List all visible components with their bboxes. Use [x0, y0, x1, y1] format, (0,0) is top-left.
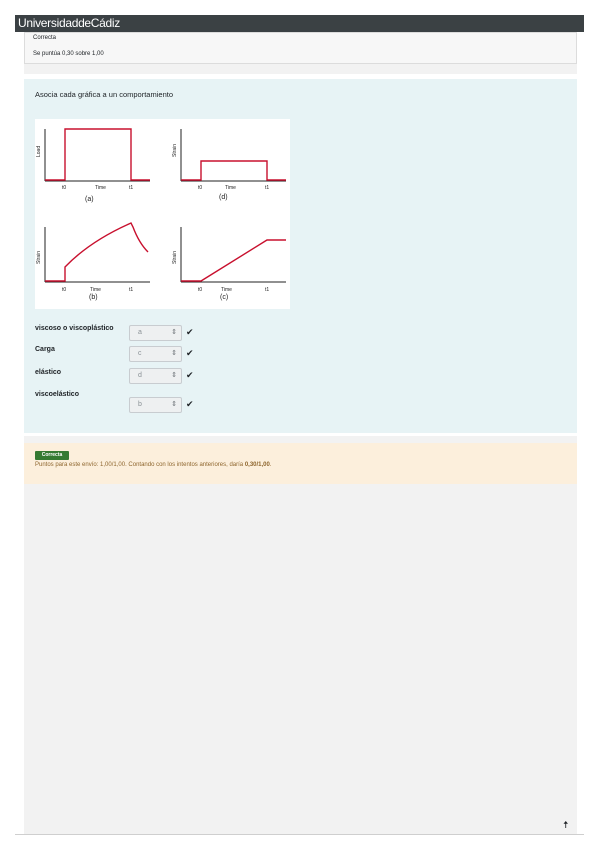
status-badge: Correcta	[35, 451, 69, 460]
top-navbar	[15, 15, 584, 32]
x-axis-label: Time	[221, 287, 232, 293]
panel-caption: (d)	[219, 194, 228, 201]
match-select-viscous[interactable]	[129, 325, 182, 341]
panel-caption: (b)	[89, 294, 98, 301]
x-axis-label: Time	[95, 185, 106, 191]
feedback-score: 0,30/1,00	[244, 462, 270, 468]
graph-panel-c	[172, 227, 286, 301]
match-label-viscoelastic: viscoelástico	[35, 391, 79, 398]
y-axis-label: Strain	[172, 250, 178, 264]
panel-caption: (a)	[85, 196, 94, 203]
load-curve	[45, 129, 150, 180]
question-state: Correcta	[33, 35, 57, 41]
match-label-elastic: elástico	[35, 369, 62, 376]
match-select-elastic[interactable]	[129, 368, 182, 384]
match-select-load[interactable]	[129, 346, 182, 362]
strain-curve	[181, 161, 286, 180]
t1-label: t1	[265, 185, 270, 191]
t0-label: t0	[62, 185, 67, 191]
site-brand-logo[interactable]: UniversidaddeCádiz	[18, 16, 120, 30]
match-label-viscous: viscoso o viscoplástico	[35, 325, 114, 332]
select-arrows-icon: ⇕	[171, 372, 177, 379]
selected-value: d	[138, 372, 142, 379]
question-info-box	[24, 32, 577, 64]
selected-value: a	[138, 329, 142, 336]
graph-panel-d	[172, 129, 286, 201]
match-label-load: Carga	[35, 346, 55, 353]
t0-label: t0	[62, 287, 67, 293]
strain-curve	[181, 240, 286, 281]
arrow-up-icon[interactable]: 🠅	[563, 820, 569, 831]
feedback-end: .	[269, 462, 272, 468]
correct-check-icon: ✔	[186, 348, 194, 358]
t1-label: t1	[265, 287, 270, 293]
graph-panel-b	[36, 223, 150, 301]
select-arrows-icon: ⇕	[171, 401, 177, 408]
graph-panel-a	[36, 129, 150, 203]
panel-caption: (c)	[220, 294, 229, 301]
match-select-viscoelastic[interactable]	[129, 397, 182, 413]
x-axis-label: Time	[90, 287, 101, 293]
select-arrows-icon: ⇕	[171, 350, 177, 357]
x-axis-label: Time	[225, 185, 236, 191]
y-axis-label: Load	[36, 145, 42, 157]
y-axis-label: Strain	[36, 250, 42, 264]
t1-label: t1	[129, 287, 134, 293]
y-axis-label: Strain	[172, 143, 178, 157]
footer-divider	[15, 834, 584, 835]
question-prompt: Asocia cada gráfica a un comportamiento	[35, 90, 173, 99]
feedback-points-text: Puntos para este envío: 1,00/1,00. Contando con los intentos anteriores, daría	[35, 462, 245, 468]
correct-check-icon: ✔	[186, 399, 194, 409]
feedback-points	[35, 462, 272, 468]
t0-label: t0	[198, 185, 203, 191]
correct-check-icon: ✔	[186, 327, 194, 337]
strain-curve	[45, 223, 148, 281]
selected-value: c	[138, 350, 142, 357]
question-figure	[35, 119, 290, 309]
select-arrows-icon: ⇕	[171, 329, 177, 336]
question-grade: Se puntúa 0,30 sobre 1,00	[33, 51, 104, 57]
t1-label: t1	[129, 185, 134, 191]
correct-check-icon: ✔	[186, 370, 194, 380]
t0-label: t0	[198, 287, 203, 293]
selected-value: b	[138, 401, 142, 408]
